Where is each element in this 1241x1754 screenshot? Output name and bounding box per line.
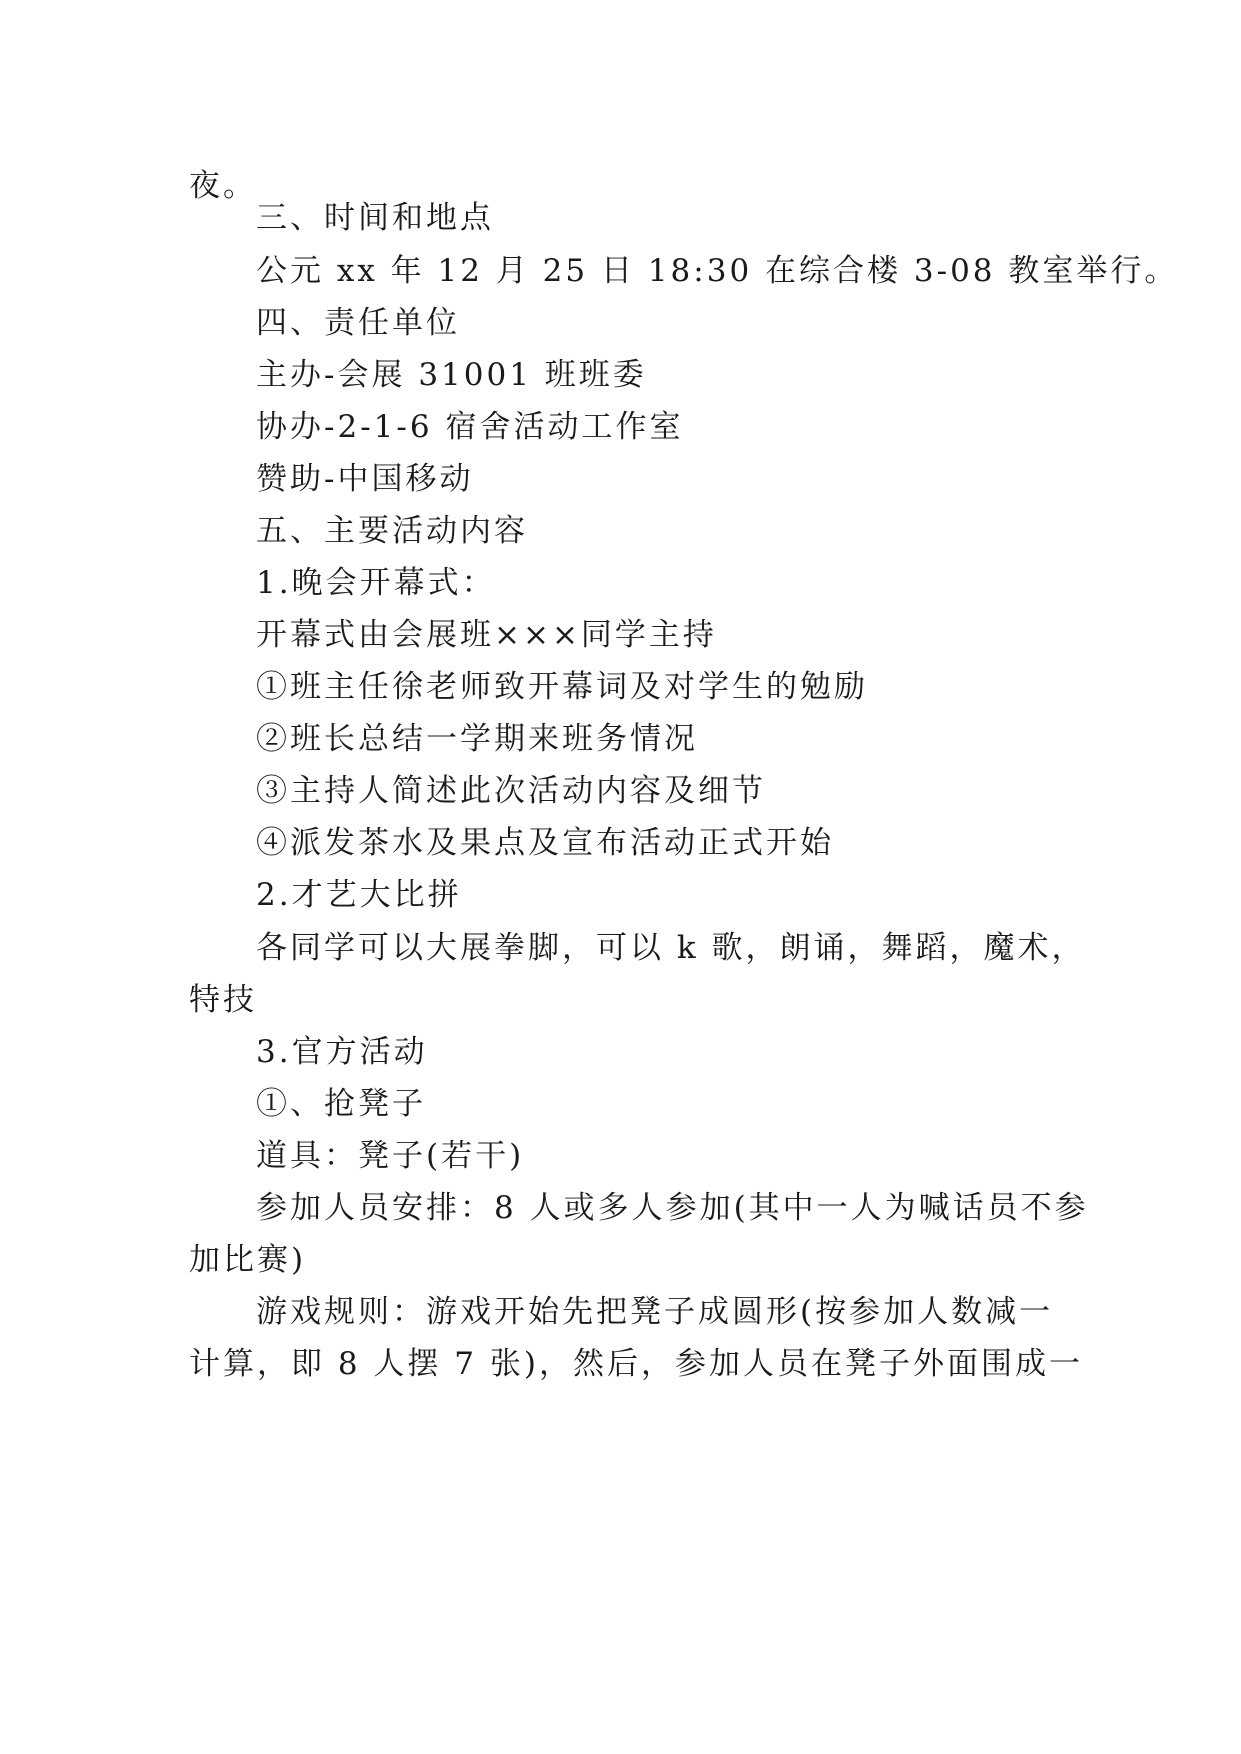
text-line: 加比赛) [189,1242,307,1278]
text-line: 开幕式由会展班×××同学主持 [256,617,717,653]
list-item: ④派发茶水及果点及宣布活动正式开始 [256,825,834,861]
text-line: 特技 [189,982,257,1018]
text-line: 各同学可以大展拳脚，可以 k 歌，朗诵，舞蹈，魔术， [256,930,1086,966]
subsection-heading: 1.晚会开幕式： [256,565,496,601]
text-line: 赞助-中国移动 [256,461,474,497]
list-item: ③主持人简述此次活动内容及细节 [256,773,766,809]
section-heading: 四、责任单位 [256,305,460,341]
list-item: ①班主任徐老师致开幕词及对学生的勉励 [256,669,868,705]
text-line: 游戏规则：游戏开始先把凳子成圆形(按参加人数减一 [256,1294,1054,1330]
text-line: 协办-2-1-6 宿舍活动工作室 [256,409,684,445]
section-heading: 三、时间和地点 [256,200,494,236]
section-heading: 五、主要活动内容 [256,513,528,549]
text-line: 主办-会展 31001 班班委 [256,357,647,393]
text-line: 公元 xx 年 12 月 25 日 18:30 在综合楼 3-08 教室举行。 [256,253,1179,289]
list-item: ①、抢凳子 [256,1086,426,1122]
text-line: 计算，即 8 人摆 7 张)，然后，参加人员在凳子外面围成一 [189,1346,1083,1382]
list-item: ②班长总结一学期来班务情况 [256,721,698,757]
text-line: 参加人员安排：8 人或多人参加(其中一人为喊话员不参 [256,1190,1089,1226]
text-line: 道具：凳子(若干) [256,1138,525,1174]
text-line: 夜。 [189,168,257,204]
subsection-heading: 2.才艺大比拼 [256,877,462,913]
subsection-heading: 3.官方活动 [256,1034,428,1070]
